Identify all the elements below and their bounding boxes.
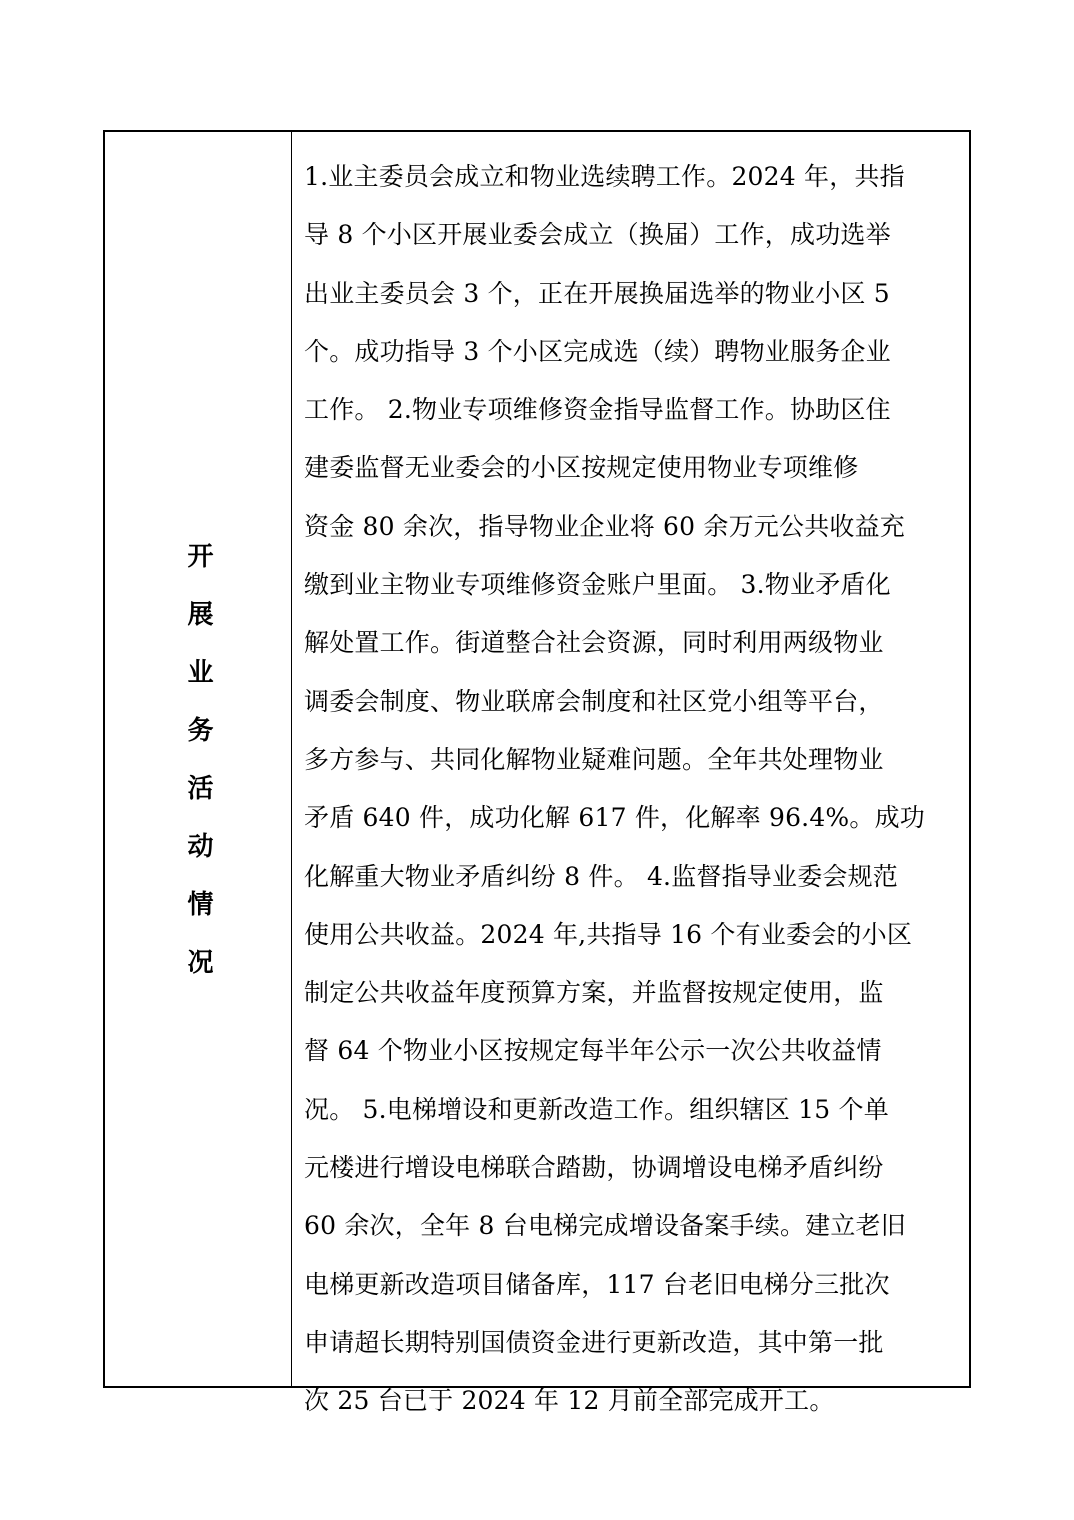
label-cell	[105, 132, 292, 1386]
activity-table	[103, 130, 971, 1416]
row-label: 开展业务活动情况	[183, 542, 213, 1006]
activity-description: 1.业主委员会成立和物业选续聘工作。2024 年，共指 导 8 个小区开展业委会成立（换届）工作，成功选举 出业主委员会 3 个，正在开展换届选举的物业小区 5 个。成功指导 3 个小区完成选（续）聘物业服务企业 工作。 2.物业专项维修资金指导监督工作。协助区住 建委监督无业委会的小区按规定使用物业专项维修 资金 80 余次，指导物业企业将 60 余万元公共收益充 缴到业主物业专项维修资金账户里面。 3.物业矛盾化 解处置工作。街道整合社会资源，同时利用两级物业 调委会制度、物业联席会制度和社区党小组等平台， 多方参与、共同化解物业疑难问题。全年共处理物业 矛盾 640 件，成功化解 617 件，化解率 96.4%。成功 化解重大物业矛盾纠纷 8 件。 4.监督指导业委会规范 使用公共收益。2024 年,共指导 16 个有业委会的小区 制定公共收益年度预算方案，并监督按规定使用，监 督 64 个物业小区按规定每半年公示一次公共收益情 况。 5.电梯增设和更新改造工作。组织辖区 15 个单 元楼进行增设电梯联合踏勘，协调增设电梯矛盾纠纷 60 余次，全年 8 台电梯完成增设备案手续。建立老旧 电梯更新改造项目储备库，117 台老旧电梯分三批次 申请超长期特别国债资金进行更新改造，其中第一批 次 25 台已于 2024 年 12 月前全部完成开工。	[304, 162, 925, 1416]
content-cell	[292, 132, 969, 1416]
